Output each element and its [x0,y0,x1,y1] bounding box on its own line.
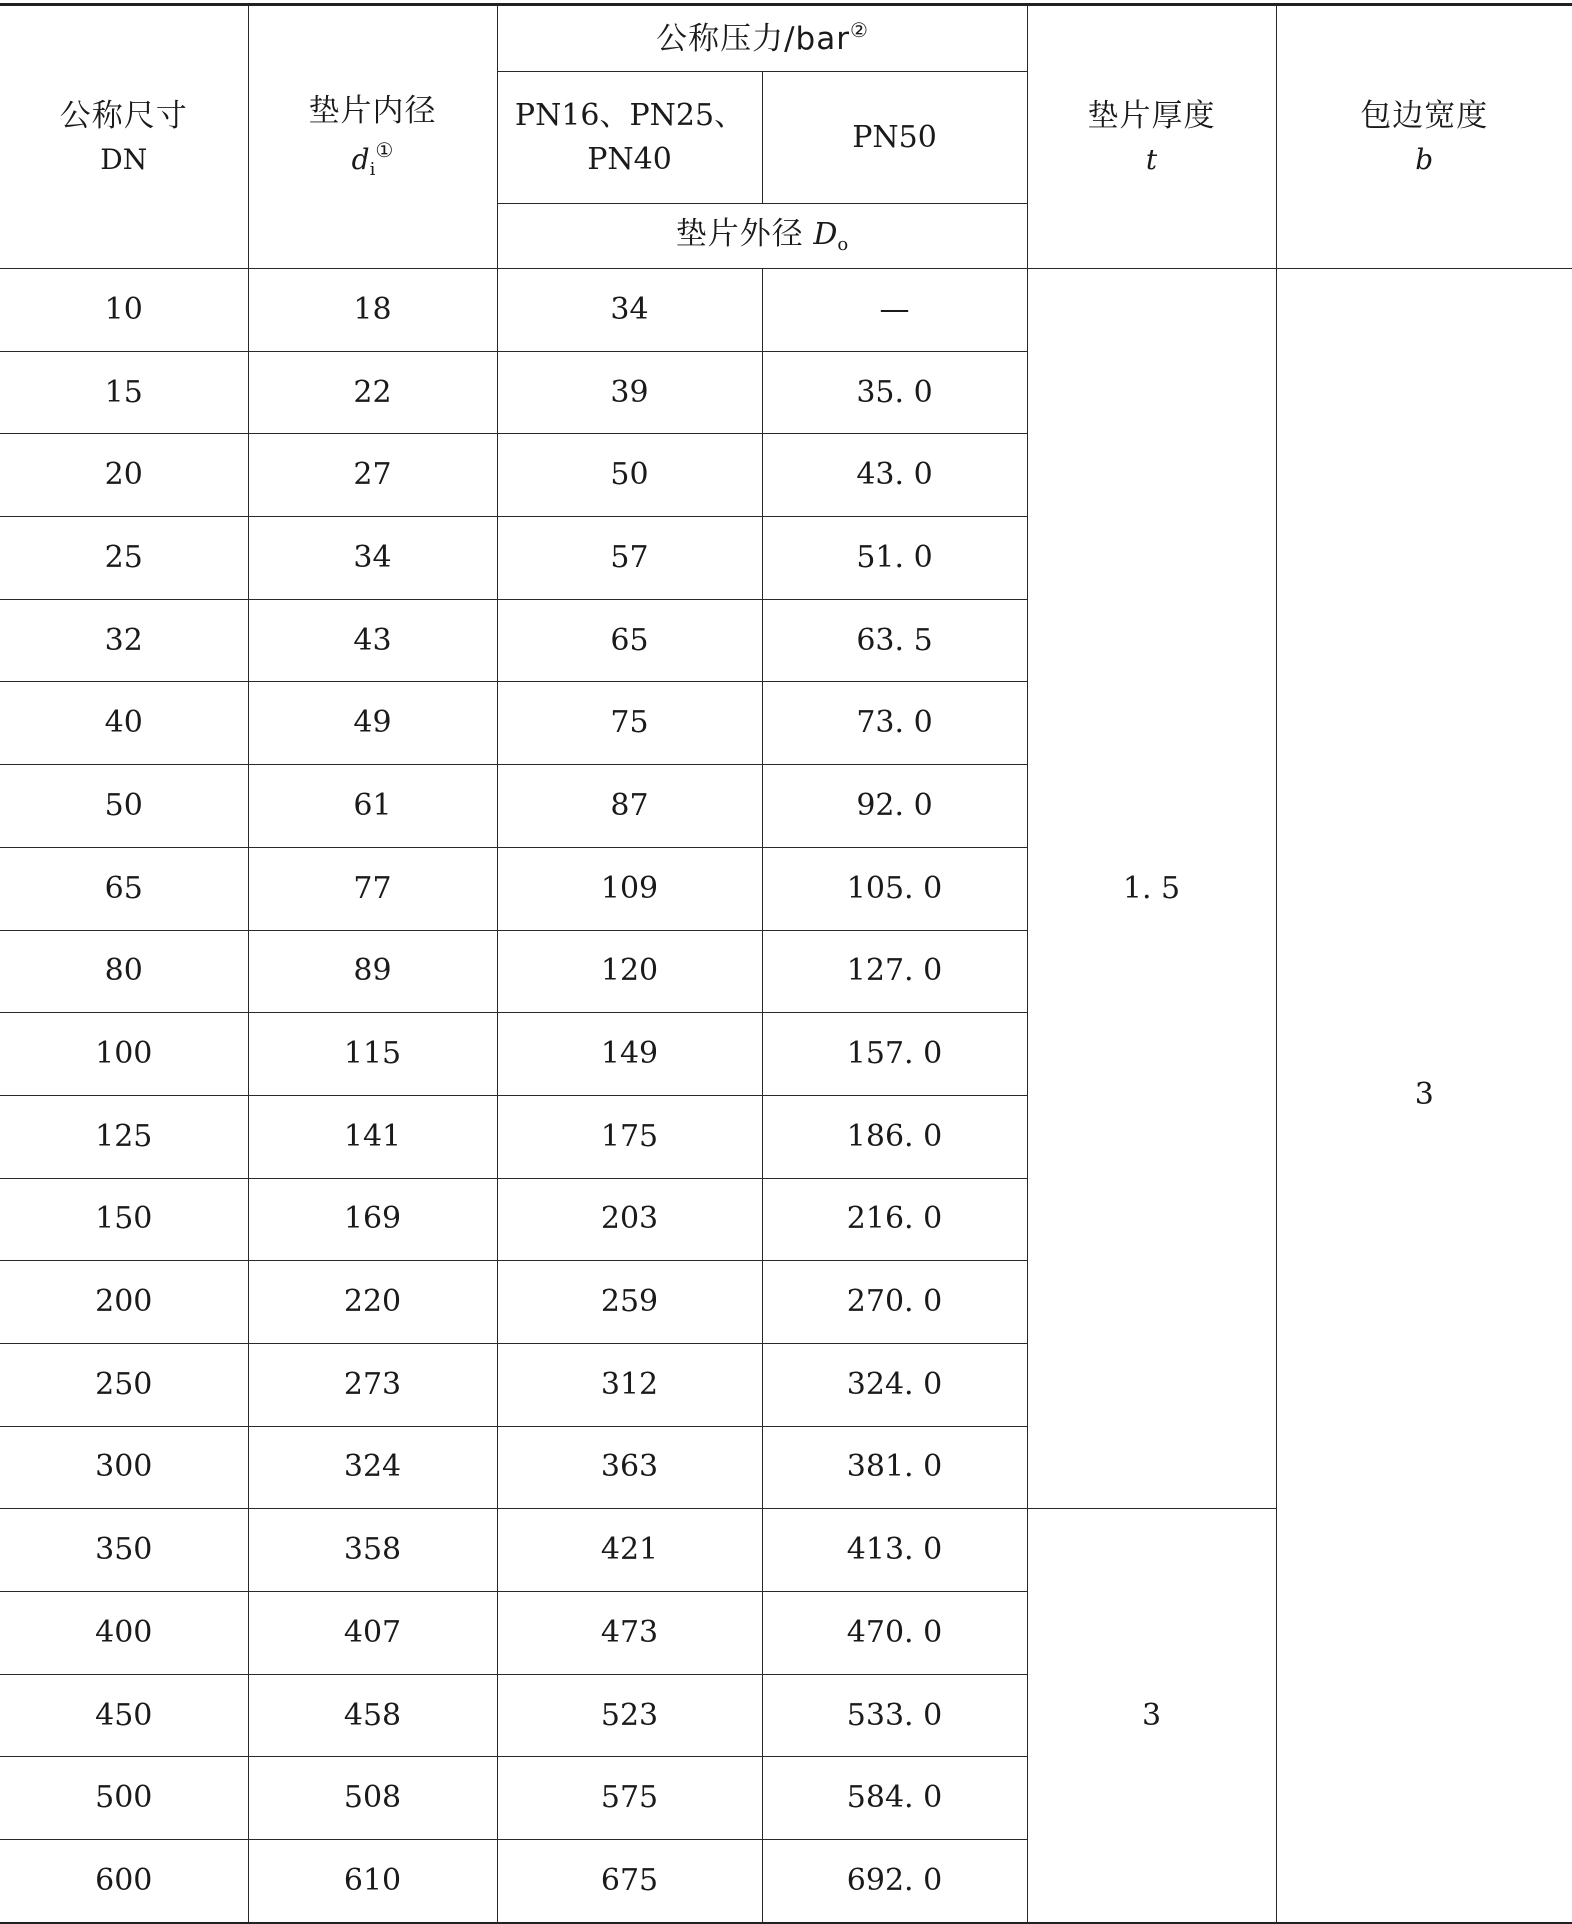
cell-do2: 270. 0 [762,1261,1027,1344]
cell-do1: 175 [497,1095,762,1178]
footnote-marker-1: ① [375,138,393,162]
cell-do1: 57 [497,517,762,600]
cell-dn: 80 [0,930,248,1013]
cell-do2: — [762,269,1027,352]
cell-do2: 92. 0 [762,765,1027,848]
cell-di: 220 [248,1261,497,1344]
header-thickness-symbol: t [1028,143,1276,177]
cell-do2: 413. 0 [762,1509,1027,1592]
inner-diameter-symbol: d [352,143,370,176]
cell-dn: 600 [0,1840,248,1923]
cell-di: 273 [248,1343,497,1426]
cell-do1: 259 [497,1261,762,1344]
cell-do1: 473 [497,1592,762,1675]
cell-do2: 105. 0 [762,847,1027,930]
cell-thickness: 1. 5 [1027,269,1276,1509]
cell-di: 22 [248,351,497,434]
cell-do2: 381. 0 [762,1426,1027,1509]
cell-do2: 324. 0 [762,1343,1027,1426]
cell-dn: 40 [0,682,248,765]
cell-dn: 15 [0,351,248,434]
header-edge-width-label: 包边宽度 [1360,98,1488,134]
cell-dn: 100 [0,1013,248,1096]
header-nominal-pressure [497,5,1027,72]
cell-do1: 50 [497,434,762,517]
cell-do2: 470. 0 [762,1592,1027,1675]
header-edge-width-symbol: b [1277,143,1572,177]
cell-dn: 125 [0,1095,248,1178]
gasket-dimension-table [0,3,1572,1924]
header-thickness [1027,5,1276,269]
cell-di: 77 [248,847,497,930]
cell-di: 115 [248,1013,497,1096]
cell-di: 358 [248,1509,497,1592]
cell-dn: 200 [0,1261,248,1344]
cell-dn: 250 [0,1343,248,1426]
header-pn50: PN50 [762,72,1027,204]
header-outer-diameter-label: 垫片外径 [676,216,804,252]
cell-di: 34 [248,517,497,600]
cell-di: 49 [248,682,497,765]
header-inner-diameter [248,5,497,269]
inner-diameter-subscript: i [370,159,376,180]
cell-thickness: 3 [1027,1509,1276,1923]
header-thickness-label: 垫片厚度 [1088,98,1216,134]
cell-do2: 692. 0 [762,1840,1027,1923]
cell-di: 27 [248,434,497,517]
cell-do2: 186. 0 [762,1095,1027,1178]
cell-do2: 584. 0 [762,1757,1027,1840]
cell-do2: 43. 0 [762,434,1027,517]
cell-dn: 65 [0,847,248,930]
cell-do1: 120 [497,930,762,1013]
outer-diameter-symbol: D [813,217,837,252]
cell-dn: 20 [0,434,248,517]
cell-di: 89 [248,930,497,1013]
cell-do2: 216. 0 [762,1178,1027,1261]
cell-do1: 39 [497,351,762,434]
header-nominal-size-symbol: DN [0,143,248,177]
cell-dn: 500 [0,1757,248,1840]
header-nominal-size [0,5,248,269]
cell-di: 18 [248,269,497,352]
cell-di: 169 [248,1178,497,1261]
cell-di: 61 [248,765,497,848]
cell-di: 508 [248,1757,497,1840]
header-pn-group-line2: PN40 [498,142,762,178]
cell-di: 141 [248,1095,497,1178]
cell-di: 458 [248,1674,497,1757]
cell-di: 324 [248,1426,497,1509]
cell-do2: 73. 0 [762,682,1027,765]
header-inner-diameter-symbol [249,138,497,181]
cell-do1: 65 [497,599,762,682]
cell-do1: 421 [497,1509,762,1592]
cell-dn: 350 [0,1509,248,1592]
cell-di: 43 [248,599,497,682]
cell-do2: 127. 0 [762,930,1027,1013]
cell-do2: 63. 5 [762,599,1027,682]
cell-dn: 10 [0,269,248,352]
cell-edge-width: 3 [1276,269,1572,1923]
table-row [0,269,1572,352]
cell-do1: 523 [497,1674,762,1757]
cell-do1: 34 [497,269,762,352]
cell-do2: 533. 0 [762,1674,1027,1757]
cell-do1: 75 [497,682,762,765]
cell-di: 610 [248,1840,497,1923]
header-nominal-size-label: 公称尺寸 [60,98,188,134]
cell-do1: 312 [497,1343,762,1426]
cell-dn: 400 [0,1592,248,1675]
footnote-marker-2: ② [850,18,868,42]
table-header [0,5,1572,269]
cell-dn: 450 [0,1674,248,1757]
cell-do1: 575 [497,1757,762,1840]
cell-do1: 109 [497,847,762,930]
cell-dn: 50 [0,765,248,848]
cell-do1: 363 [497,1426,762,1509]
cell-do1: 149 [497,1013,762,1096]
cell-dn: 150 [0,1178,248,1261]
cell-dn: 32 [0,599,248,682]
cell-do2: 35. 0 [762,351,1027,434]
cell-do1: 203 [497,1178,762,1261]
outer-diameter-subscript: o [837,234,848,255]
cell-do1: 675 [497,1840,762,1923]
cell-dn: 300 [0,1426,248,1509]
header-pn16-pn25-pn40 [497,72,762,204]
header-edge-width [1276,5,1572,269]
cell-di: 407 [248,1592,497,1675]
header-inner-diameter-label: 垫片内径 [309,93,437,129]
table-body [0,269,1572,1923]
cell-dn: 25 [0,517,248,600]
cell-do1: 87 [497,765,762,848]
cell-do2: 157. 0 [762,1013,1027,1096]
header-nominal-pressure-label: 公称压力/bar [656,21,850,57]
header-outer-diameter [497,204,1027,269]
cell-do2: 51. 0 [762,517,1027,600]
header-pn-group-line1: PN16、PN25、 [515,98,744,133]
